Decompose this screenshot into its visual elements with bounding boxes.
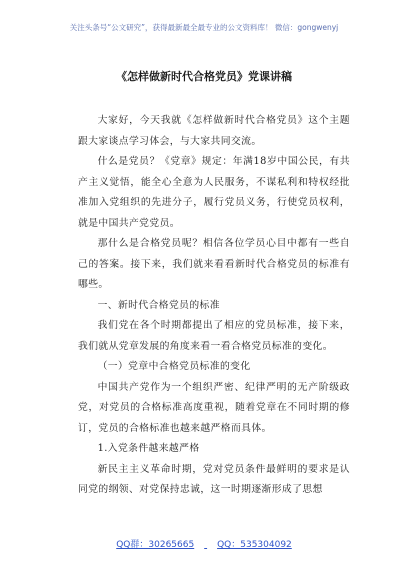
paragraph-greeting: 大家好，今天我就《怎样做新时代合格党员》这个主题跟大家谈点学习体会，与大家共同交流。 xyxy=(78,115,350,147)
subsection-heading-1: （一）党章中合格党员标准的变化 xyxy=(97,361,251,372)
paragraph-qualified-member-question: 那什么是合格党员呢？相信各位学员心目中都有一些自己的答案。接下来，我们就来看看新时代合格党员的标准有哪些。 xyxy=(78,238,350,290)
subsection-heading-1-1: 1.入党条件越来越严格 xyxy=(97,443,200,454)
paragraph-new-democratic-period: 新民主主义革命时期，党对党员条件最鲜明的要求是认同党的纲领、对党保持忠诚，这一时期逐渐形成了思想 xyxy=(78,463,350,495)
paragraph-party-member-definition: 什么是党员？《党章》规定：年满18岁中国公民，有共产主义觉悟，能全心全意为人民服务，不谋私利和特权经批准加入党组织的先进分子，履行党员义务，行使党员权利，就是中国共产党党员。 xyxy=(78,156,350,229)
section-heading-1: 一、新时代合格党员的标准 xyxy=(97,299,220,311)
paragraph-standards-change: 中国共产党作为一个组织严密、纪律严明的无产阶级政党，对党员的合格标准高度重视，随着党章在不同时期的修订，党员的合格标准也越来越严格而具体。 xyxy=(78,381,350,434)
header-notice: 关注头条号“公文研究”，获得最新最全最专业的公文资料库！ 微信：gongwenyj xyxy=(69,23,339,32)
footer-qq-number[interactable]: QQ：535304092 xyxy=(217,540,292,550)
paragraph-standards-intro: 我们党在各个时期都提出了相应的党员标准，接下来，我们就从党章发展的角度来看一看合格党员标准的变化。 xyxy=(78,320,350,352)
footer-qq-group[interactable]: QQ群：30265665 xyxy=(116,540,195,550)
footer-contact xyxy=(0,537,408,550)
document-title: 《怎样做新时代合格党员》党课讲稿 xyxy=(116,70,292,83)
document-body xyxy=(78,111,350,501)
